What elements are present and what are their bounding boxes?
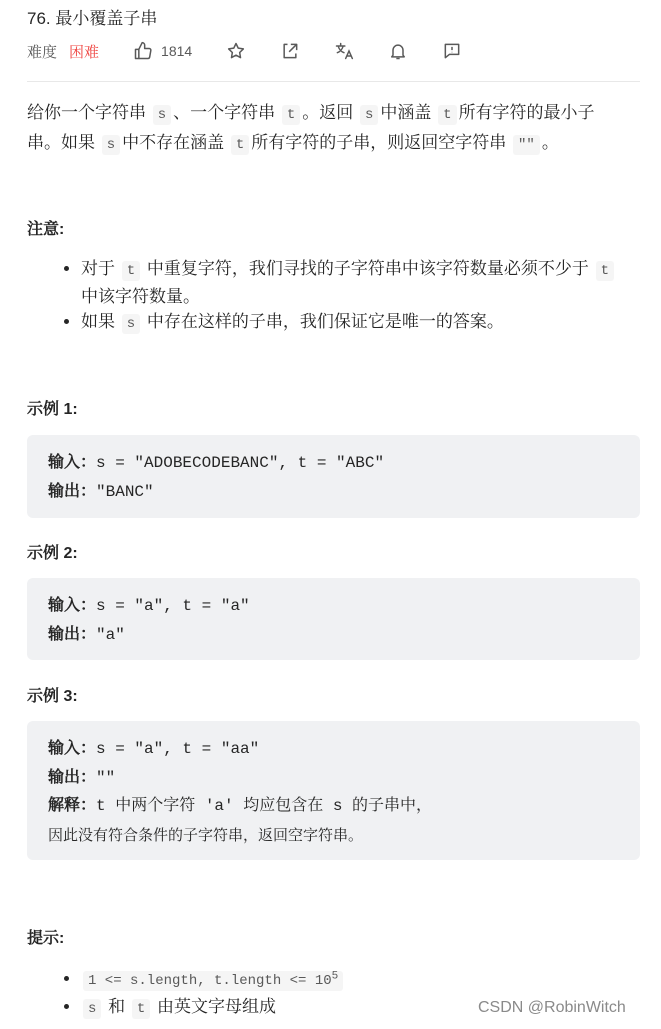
inline-code: t xyxy=(122,261,140,281)
note-text: 中该字符数量。 xyxy=(81,287,200,306)
example-heading: 示例 3: xyxy=(27,688,78,705)
inline-code: s xyxy=(83,999,101,1019)
desc-text: 中涵盖 xyxy=(380,103,432,122)
input-value: s = "a", t = "a" xyxy=(96,597,250,615)
list-item xyxy=(81,256,661,309)
translate-icon[interactable] xyxy=(334,41,354,61)
like-button[interactable] xyxy=(133,41,192,61)
action-icons xyxy=(226,41,462,61)
inline-code: t xyxy=(596,261,614,281)
output-value: "" xyxy=(96,768,116,787)
example-block xyxy=(27,721,640,860)
inline-code: s xyxy=(360,105,378,125)
list-item xyxy=(81,309,661,337)
inline-code: ″″ xyxy=(513,135,540,155)
hint-text: 和 xyxy=(108,996,126,1016)
example-block xyxy=(27,435,640,518)
inline-code: t xyxy=(132,999,150,1019)
inline-code xyxy=(83,971,343,991)
input-label: 输入： xyxy=(48,454,97,471)
inline-code: t xyxy=(438,105,456,125)
problem-description xyxy=(27,99,640,159)
watermark: CSDN @RobinWitch xyxy=(478,999,626,1016)
output-value: "a" xyxy=(96,625,125,644)
difficulty-badge: 困难 xyxy=(69,43,100,61)
desc-text: 串。如果 xyxy=(27,133,95,152)
inline-code: s xyxy=(153,105,171,125)
example-explain-line xyxy=(48,792,619,821)
output-label: 输出： xyxy=(48,625,97,643)
problem-title: 76. 最小覆盖子串 xyxy=(27,9,158,28)
inline-code: t xyxy=(231,135,249,155)
desc-text: 所有字符的最小子 xyxy=(458,103,595,122)
input-label: 输入： xyxy=(48,597,97,614)
example-input-line xyxy=(48,449,619,478)
share-icon[interactable] xyxy=(280,41,300,61)
like-count: 1814 xyxy=(161,43,193,59)
hint-text: 由英文字母组成 xyxy=(157,996,277,1016)
input-value: s = "a", t = "aa" xyxy=(96,740,260,758)
feedback-icon[interactable] xyxy=(442,41,462,61)
desc-text: 给你一个字符串 xyxy=(27,103,146,122)
list-item xyxy=(81,964,641,994)
desc-text: 。返回 xyxy=(302,103,354,122)
explain-label: 解释： xyxy=(48,797,97,814)
star-icon[interactable] xyxy=(226,41,246,61)
inline-code: s xyxy=(122,314,140,334)
notes-heading: 注意: xyxy=(27,221,65,238)
explain-value: t 中两个字符 'a' 均应包含在 s 的子串中， xyxy=(96,797,433,815)
difficulty-label: 难度 xyxy=(27,43,58,61)
problem-meta-bar xyxy=(27,40,637,62)
input-label: 输入： xyxy=(48,740,97,757)
note-text: 对于 xyxy=(81,259,115,278)
notes-list xyxy=(27,256,661,337)
example-heading: 示例 2: xyxy=(27,545,78,562)
example-block xyxy=(27,578,640,660)
desc-text: 、一个字符串 xyxy=(173,103,276,122)
inline-code: s xyxy=(102,135,120,155)
note-text: 中重复字符，我们寻找的子字符串中该字符数量必须不少于 xyxy=(146,259,589,278)
thumbs-up-icon xyxy=(133,41,153,61)
example-heading: 示例 1: xyxy=(27,401,78,418)
output-value: "BANC" xyxy=(96,482,154,501)
example-output-line xyxy=(48,621,619,650)
example-output-line xyxy=(48,764,619,793)
bell-icon[interactable] xyxy=(388,41,408,61)
desc-text: 。 xyxy=(541,133,559,152)
output-label: 输出： xyxy=(48,768,97,786)
example-input-line xyxy=(48,592,619,621)
divider xyxy=(27,81,640,82)
explain-value: 因此没有符合条件的子字符串，返回空字符串。 xyxy=(48,825,364,844)
hint-code: 1 <= s.length, t.length <= 10 xyxy=(88,972,332,989)
input-value: s = "ADOBECODEBANC", t = "ABC" xyxy=(96,454,385,472)
output-label: 输出： xyxy=(48,482,97,500)
desc-text: 中不存在涵盖 xyxy=(122,133,225,152)
note-text: 如果 xyxy=(81,312,115,331)
hints-heading: 提示: xyxy=(27,930,65,947)
example-input-line xyxy=(48,735,619,764)
inline-code: t xyxy=(282,105,300,125)
example-explain-line xyxy=(48,821,619,851)
hint-exponent: 5 xyxy=(331,970,339,982)
desc-text: 所有字符的子串，则返回空字符串 xyxy=(251,133,507,152)
example-output-line xyxy=(48,478,619,507)
note-text: 中存在这样的子串，我们保证它是唯一的答案。 xyxy=(146,312,504,331)
